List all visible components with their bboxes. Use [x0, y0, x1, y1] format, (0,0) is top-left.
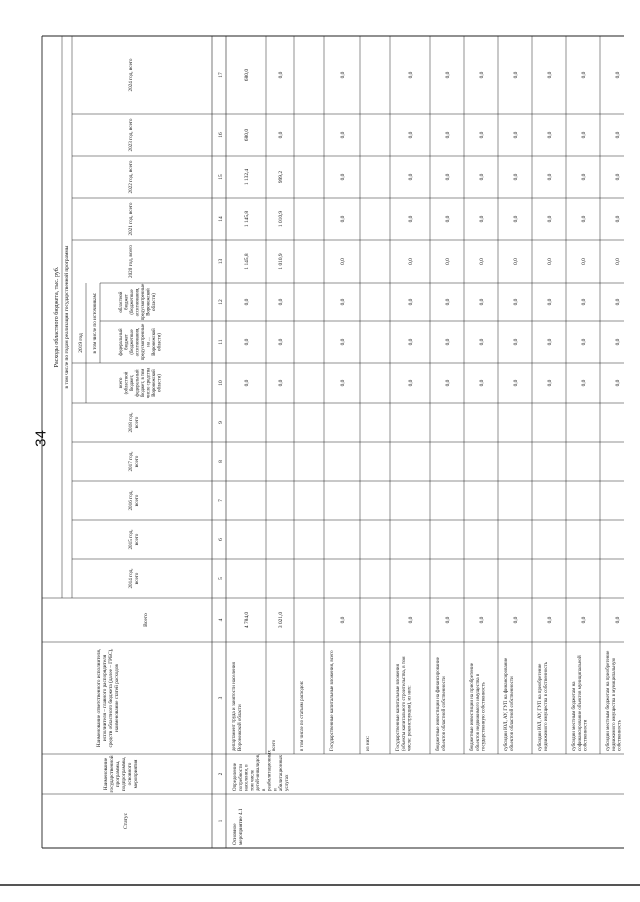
cell-value: 0,0: [513, 616, 519, 624]
row-label: объектов недвижимого имущества в: [475, 673, 481, 751]
cell-value: 0,0: [244, 379, 250, 387]
page-number: 34: [32, 430, 50, 447]
row-label: объектов областной собственности: [509, 676, 515, 751]
year-2019-total-header: числе средства: [146, 367, 152, 399]
cell-value: 0,0: [513, 131, 519, 139]
cell-value: 0,0: [547, 131, 553, 139]
row-label: софинансирование объектов муниципальной: [577, 655, 583, 751]
cell-value: 0,0: [547, 258, 553, 265]
cell-value: 0,0: [479, 616, 485, 624]
regional-source-header: ассигнования,: [135, 287, 141, 317]
row-label: недвижимого имущества в собственность: [543, 661, 549, 751]
cell-value: 0,0: [479, 379, 485, 387]
cell-value: 0,0: [581, 258, 587, 265]
regional-source-header: бюджет: [124, 294, 130, 310]
cell-value: 0,0: [445, 258, 451, 265]
year-2019-total-header: всего: [119, 377, 124, 389]
column-number: 8: [218, 460, 224, 463]
program-name-header: подпрограммы,: [120, 756, 127, 792]
cell-value: 0,0: [513, 215, 519, 223]
year-header: всего: [133, 494, 140, 507]
year-header: 2020 год, всего: [128, 244, 134, 279]
program-cell: в: [261, 788, 267, 791]
program-cell: том числе: [250, 769, 256, 791]
program-cell: потребности: [238, 764, 244, 791]
cell-value: 0,0: [513, 258, 519, 265]
column-number: 3: [218, 696, 224, 700]
program-name-header: Наименование: [103, 757, 109, 791]
federal-source-header: ассигнования,: [135, 327, 141, 357]
cell-value: 0,0: [479, 298, 485, 306]
cell-value: 0,0: [547, 173, 553, 181]
row-label: (объекты капитального строительства, в том: [401, 656, 407, 751]
cell-value: 0,0: [445, 338, 451, 346]
federal-source-header: федеральный: [119, 328, 124, 356]
cell-value: 0,0: [340, 131, 346, 139]
cell-value: 0,0: [547, 71, 553, 79]
year-header: 2015 год,: [128, 529, 134, 550]
cell-value: 0,0: [408, 379, 414, 387]
cell-value: 0,0: [547, 298, 553, 306]
row-label: государственную собственность: [481, 682, 487, 751]
row-label: субсидии ЮЛ, АУ, ГУП на финансирование: [504, 657, 509, 751]
cell-value: 0,0: [581, 616, 587, 624]
row-label: Государственные капитальные вложения: [396, 664, 401, 751]
row-label: из них:: [366, 735, 371, 751]
year-header: 2018 год,: [128, 412, 134, 433]
column-number: 5: [218, 577, 224, 580]
cell-value: 0,0: [581, 71, 587, 79]
year-header: 2016 год,: [128, 490, 134, 511]
program-cell: реабилитационных: [267, 750, 273, 791]
row-label: бюджетные инвестиции на финансирование: [436, 657, 441, 751]
executor-header: наименование статей расходов: [113, 664, 120, 732]
cell-value: 0,0: [581, 131, 587, 139]
year-2019-total-header: области): [157, 374, 163, 392]
cell-value: 4 784,0: [244, 611, 250, 629]
row-label: собственности: [583, 719, 589, 751]
federal-source-header: (бюджетные: [130, 329, 136, 355]
cell-value: 0,0: [445, 173, 451, 181]
cell-value: 0,0: [340, 258, 346, 265]
cell-value: 0,0: [445, 379, 451, 387]
cell-value: 0,0: [615, 258, 621, 265]
cell-value: 0,0: [340, 616, 346, 624]
cell-value: 0,0: [445, 616, 451, 624]
row-label: Государственные капитальные вложения, всего: [330, 650, 335, 751]
cell-value: 3 021,0: [278, 611, 284, 629]
cell-value: 0,0: [547, 215, 553, 223]
status-cell: Основное: [232, 823, 238, 845]
row-label: субсидии ЮЛ, АУ, ГУП на приобретение: [538, 663, 543, 751]
cell-value: 0,0: [513, 173, 519, 181]
budget-subtitle: в том числе по годам реализации государственной программы: [64, 245, 70, 389]
program-name-header: мероприятия: [132, 759, 139, 789]
status-cell: мероприятие 4.1: [237, 808, 244, 845]
cell-value: 0,0: [615, 616, 621, 624]
row-label: бюджетные инвестиции на приобретение: [470, 663, 475, 751]
program-name-header: программы,: [114, 760, 121, 788]
cell-value: 0,0: [445, 215, 451, 223]
cell-value: 0,0: [445, 71, 451, 79]
cell-value: 0,0: [547, 379, 553, 387]
cell-value: 1 010,9: [278, 210, 284, 228]
rotated-sheet-viewport: [12, 18, 624, 866]
year-header: всего: [133, 572, 140, 585]
program-cell: Определение: [233, 763, 238, 791]
federal-source-header: области): [157, 333, 163, 351]
column-number: 17: [218, 72, 224, 78]
year-header: всего: [133, 416, 140, 429]
column-number: 15: [218, 174, 224, 180]
regional-source-header: областной: [119, 291, 124, 313]
column-number: 6: [218, 538, 224, 541]
cell-value: 0,0: [513, 379, 519, 387]
cell-value: 0,0: [278, 131, 284, 139]
cell-value: 0,0: [278, 379, 284, 387]
column-number: 4: [218, 618, 224, 622]
cell-value: 0,0: [615, 71, 621, 79]
cell-value: 0,0: [340, 71, 346, 79]
cell-value: 0,0: [581, 338, 587, 346]
cell-value: 0,0: [340, 379, 346, 387]
cell-value: 0,0: [278, 298, 284, 306]
cell-value: 0,0: [581, 379, 587, 387]
row-label: недвижимого имущества в муниципальную: [611, 657, 617, 751]
cell-value: 0,0: [547, 338, 553, 346]
year-header: 2014 год,: [128, 568, 134, 589]
row-label: субсидии местным бюджетам на: [572, 681, 577, 751]
year-header: 2023 год, всего: [128, 118, 134, 152]
row-label: департамент труда и занятости населения: [232, 662, 237, 751]
regional-source-header: области): [152, 293, 158, 311]
year-header: всего: [133, 533, 140, 546]
column-number: 14: [218, 216, 224, 222]
row-label: в том числе по статьям расходов:: [300, 680, 305, 751]
cell-value: 0,0: [615, 131, 621, 139]
cell-value: 1 145,8: [244, 253, 250, 270]
year-2019-total-header: (областной: [124, 371, 130, 395]
federal-source-header: предусмотренные: [141, 323, 147, 361]
cell-value: 0,0: [479, 71, 485, 79]
cell-value: 0,0: [615, 173, 621, 181]
sources-header: в том числе по источникам:: [92, 292, 98, 354]
column-number: 1: [218, 819, 224, 823]
row-label: числе: реконструкция), из них:: [407, 685, 413, 751]
executor-header: исполнителя – главного распорядителя: [101, 654, 108, 742]
cell-value: 0,0: [244, 298, 250, 306]
cell-value: 1 132,4: [244, 168, 250, 186]
cell-value: 0,0: [581, 298, 587, 306]
cell-value: 0,0: [615, 338, 621, 346]
cell-value: 0,0: [408, 616, 414, 624]
year-header: всего: [133, 455, 140, 468]
cell-value: 0,0: [479, 338, 485, 346]
budget-title: Расходы областного бюджета, тыс. руб.: [54, 266, 60, 368]
cell-value: 0,0: [547, 616, 553, 624]
federal-source-header: бюджет: [124, 334, 130, 350]
total-header: Всего: [143, 613, 149, 627]
column-number: 16: [218, 132, 224, 138]
executor-header: средств областного бюджета (далее – ГРБС),: [107, 648, 114, 748]
year-2019-total-header: бюджет,: [130, 374, 136, 392]
cell-value: 0,0: [479, 215, 485, 223]
cell-value: 0,0: [581, 173, 587, 181]
year-header: 2024 год, всего: [128, 58, 134, 92]
budget-table-sheet: [12, 18, 624, 866]
federal-source-header: на ...: [146, 337, 152, 347]
cell-value: 0,0: [479, 173, 485, 181]
executor-header: Наименование ответственного исполнителя,: [96, 648, 102, 748]
cell-value: 680,0: [244, 68, 250, 82]
column-number: 13: [218, 258, 224, 265]
year-2019-total-header: федеральный: [135, 369, 141, 397]
cell-value: 0,0: [408, 338, 414, 346]
cell-value: 0,0: [340, 338, 346, 346]
program-cell: и: [273, 788, 279, 791]
cell-value: 0,0: [408, 71, 414, 79]
cell-value: 0,0: [408, 298, 414, 306]
row-label: всего: [272, 739, 277, 751]
federal-source-header: Воронежской: [152, 328, 158, 356]
cell-value: 0,0: [445, 298, 451, 306]
cell-value: 0,0: [615, 215, 621, 223]
column-number: 10: [218, 380, 224, 386]
column-number: 2: [218, 772, 224, 776]
cell-value: 0,0: [408, 131, 414, 139]
program-cell: детей-инвалидов,: [256, 753, 261, 791]
cell-value: 0,0: [581, 215, 587, 223]
program-cell: абилитационных: [279, 754, 284, 791]
regional-source-header: (бюджетные: [130, 289, 136, 315]
status-header: Статус: [123, 812, 129, 830]
row-label: Воронежской области: [237, 704, 243, 751]
year-header: 2017 год,: [128, 451, 134, 472]
cell-value: 999,2: [278, 170, 284, 184]
year-2019-total-header: Воронежской: [152, 369, 158, 397]
cell-value: 1 145,8: [244, 210, 250, 228]
program-cell: услугах: [284, 774, 290, 791]
cell-value: 0,0: [408, 258, 414, 265]
cell-value: 1 010,9: [278, 253, 284, 270]
cell-value: 0,0: [244, 338, 250, 346]
program-name-header: государственной: [108, 755, 115, 793]
cell-value: 0,0: [408, 173, 414, 181]
cell-value: 0,0: [615, 379, 621, 387]
cell-value: 0,0: [340, 298, 346, 306]
cell-value: 0,0: [445, 131, 451, 139]
cell-value: 0,0: [615, 298, 621, 306]
row-label: субсидии местным бюджетам на приобретение: [606, 650, 611, 751]
budget-table: [12, 18, 624, 866]
cell-value: 0,0: [278, 338, 284, 346]
cell-value: 0,0: [479, 131, 485, 139]
cell-value: 0,0: [340, 215, 346, 223]
cell-value: 0,0: [479, 258, 485, 265]
year-header: 2021 год, всего: [128, 202, 134, 236]
row-label: собственность: [617, 720, 623, 751]
cell-value: 0,0: [513, 298, 519, 306]
year-header: 2022 год, всего: [128, 160, 134, 194]
regional-source-header: предусмотренные: [141, 283, 147, 321]
cell-value: 0,0: [513, 338, 519, 346]
column-number: 9: [218, 421, 224, 424]
regional-source-header: Воронежской: [146, 288, 152, 316]
column-number: 7: [218, 499, 224, 502]
cell-value: 0,0: [340, 173, 346, 181]
year-2019-header: 2019 год: [78, 333, 84, 353]
program-cell: населения, в: [244, 764, 250, 791]
cell-value: 680,0: [244, 128, 250, 142]
row-label: объектов областной собственности: [441, 676, 447, 751]
cell-value: 0,0: [278, 71, 284, 79]
cell-value: 0,0: [408, 215, 414, 223]
page-bottom-rule: [0, 884, 640, 886]
column-number: 11: [218, 339, 224, 345]
program-name-header: основного: [126, 762, 133, 786]
cell-value: 0,0: [513, 71, 519, 79]
year-2019-total-header: бюджет, в том: [141, 368, 147, 398]
column-number: 12: [218, 299, 224, 305]
